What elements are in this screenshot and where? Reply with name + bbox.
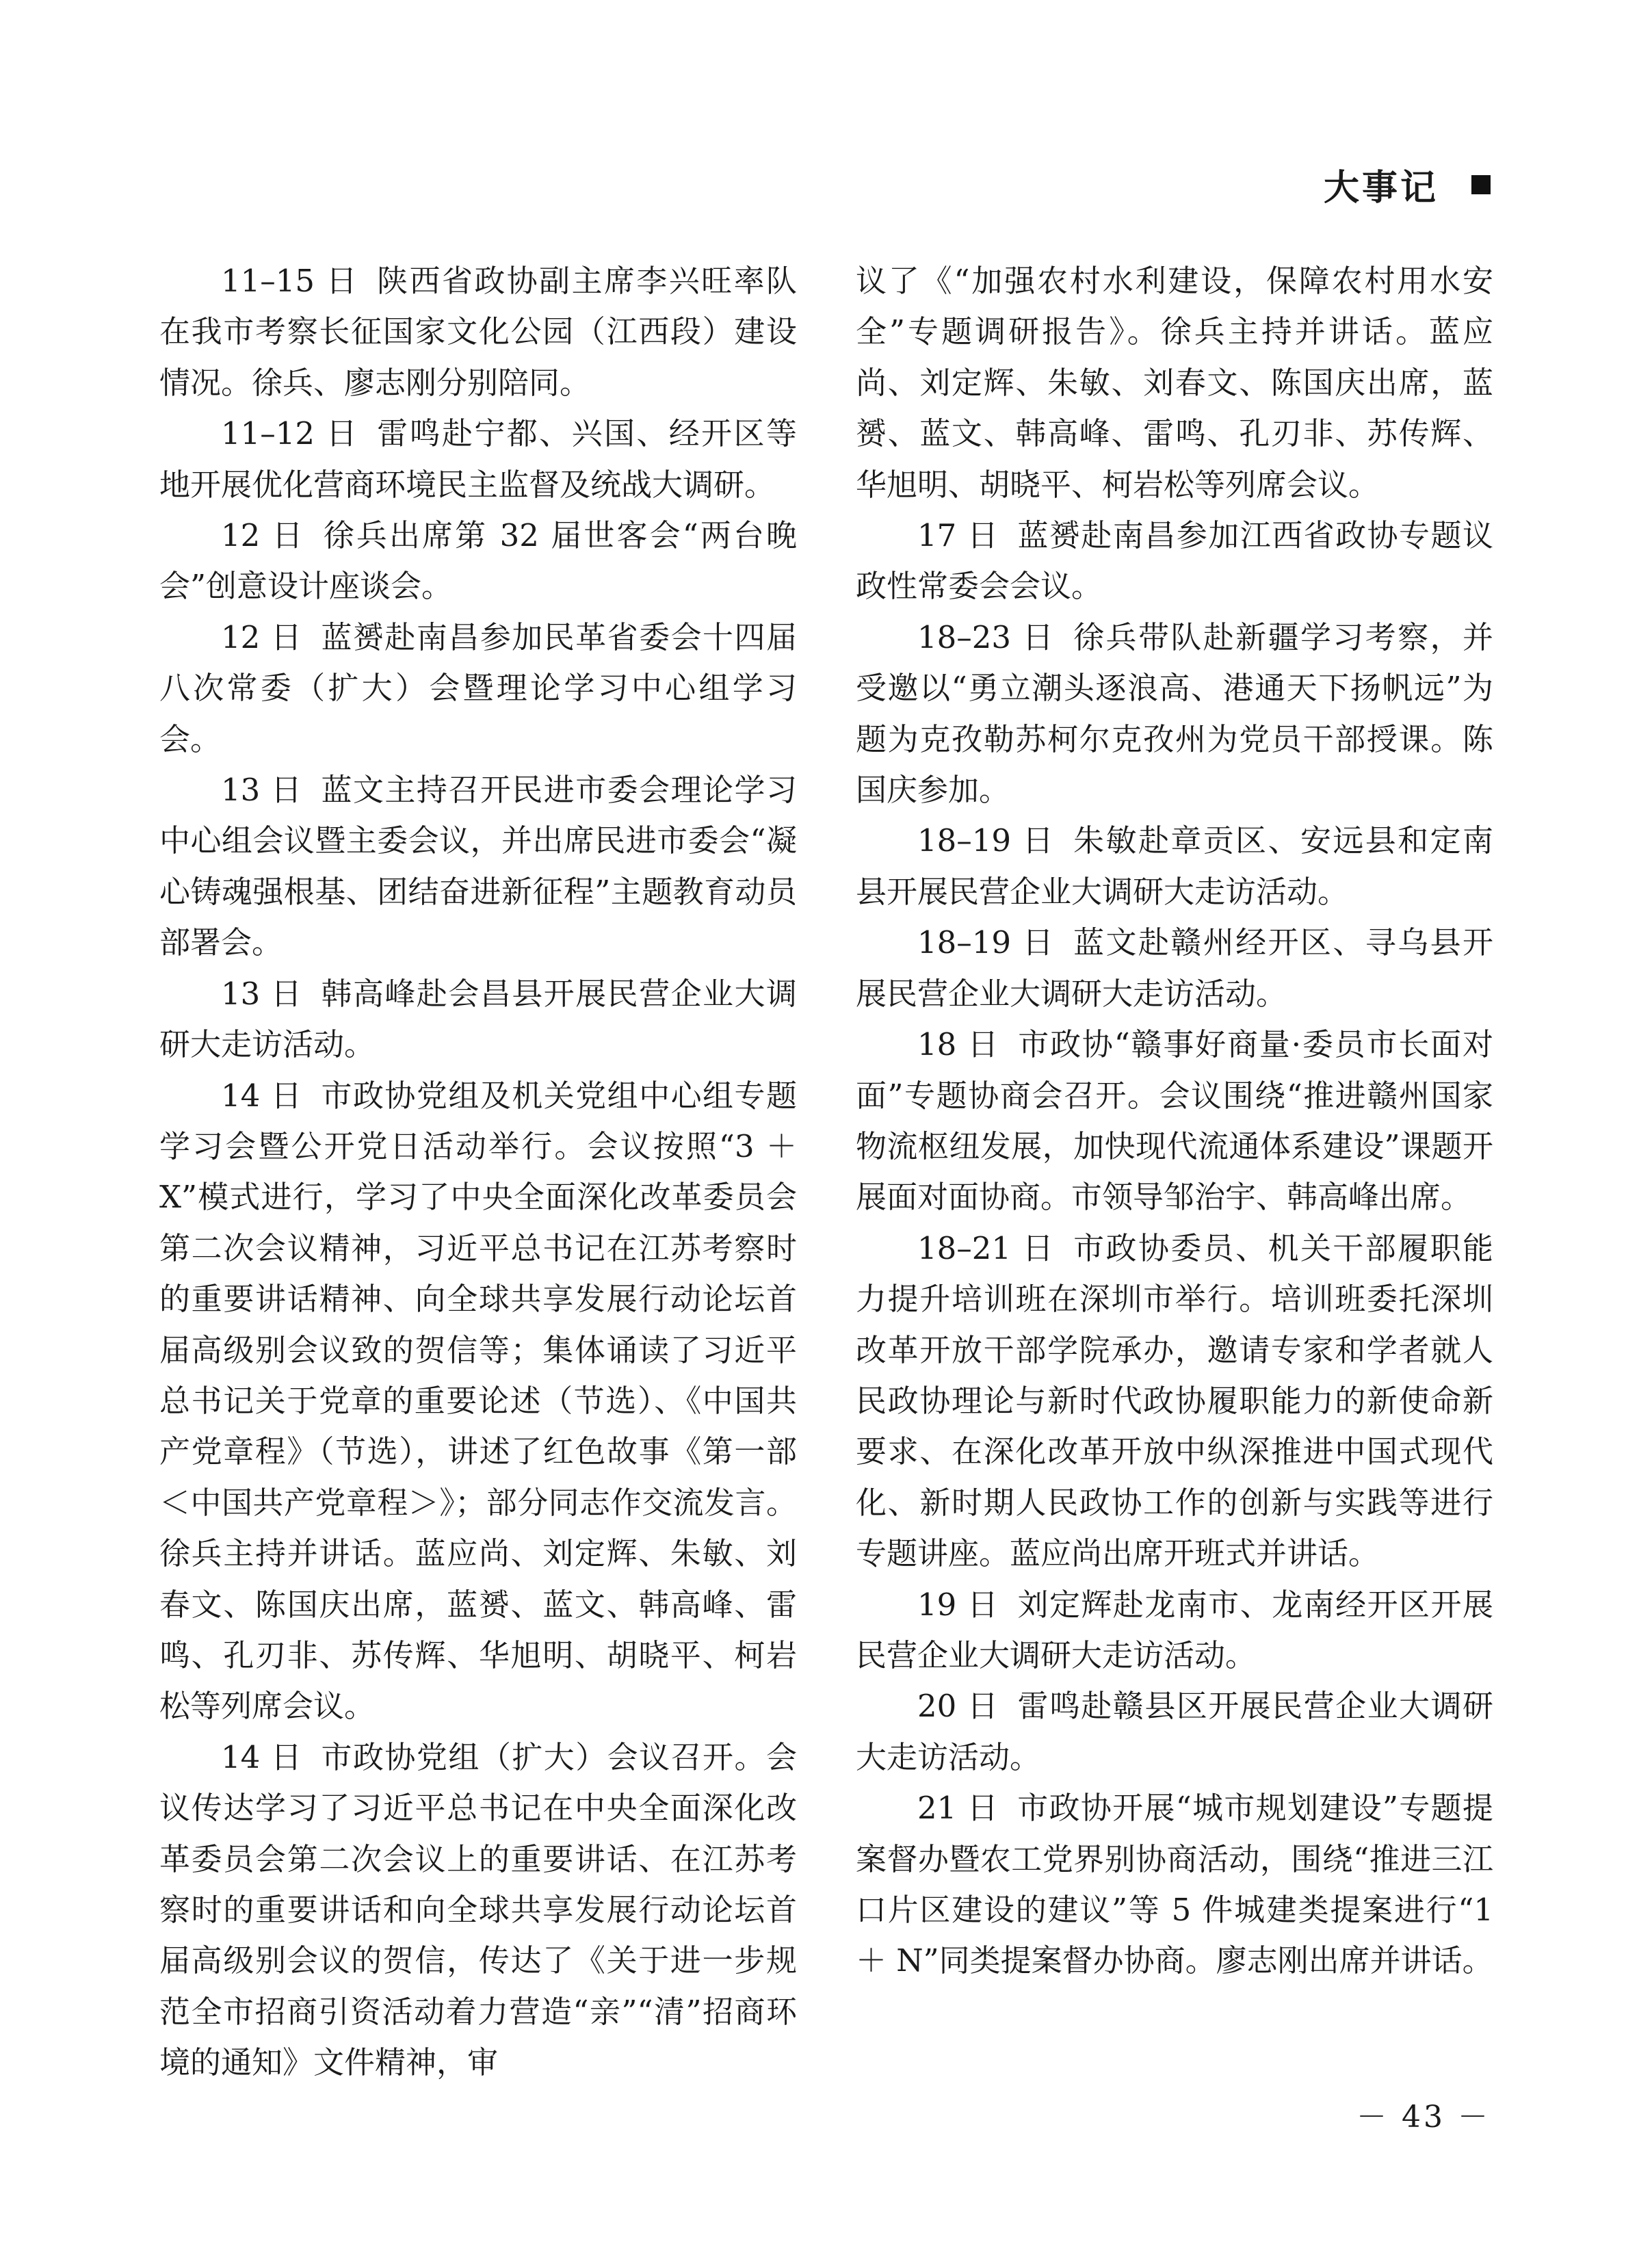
chronicle-entry [856,1580,1493,1682]
chronicle-entry [856,612,1493,816]
entry-date: 18–19 日 [917,822,1056,859]
entry-date: 18–19 日 [917,924,1056,961]
left-column [159,256,797,2089]
entry-text: 市政协党组及机关党组中心组专题学习会暨公开党日活动举行。会议按照“3 ＋ X”模式进行，学习了中央全面深化改革委员会第二次会议精神，习近平总书记在江苏考察时的重要讲话精神、向全球共享发展行动论坛首届高级别会议致的贺信等；集体诵读了习近平总书记关于党章的重要论述（节选）、《中国共产党章程》（节选），讲述了红色故事《第一部＜中国共产党章程＞》；部分同志作交流发言。徐兵主持并讲话。蓝应尚、刘定辉、朱敏、刘春文、陈国庆出席，蓝赟、蓝文、韩高峰、雷鸣、孔刃非、苏传辉、华旭明、胡晓平、柯岩松等列席会议。 [159,1077,797,1725]
entry-date: 18–23 日 [917,618,1056,655]
entry-text: 朱敏赴章贡区、安远县和定南县开展民营企业大调研大走访活动。 [856,822,1493,910]
entry-date: 13 日 [221,772,303,809]
right-column [856,256,1493,1987]
entry-text: 刘定辉赴龙南市、龙南经开区开展民营企业大调研大走访活动。 [856,1586,1493,1673]
chronicle-entry [856,917,1493,1019]
chronicle-entry [159,969,797,1071]
chronicle-entry [856,1223,1493,1580]
entry-date: 13 日 [221,975,303,1012]
chronicle-entry [856,510,1493,612]
chronicle-entry [159,510,797,612]
chronicle-entry [159,1071,797,1732]
entry-text: 蓝文赴赣州经开区、寻乌县开展民营企业大调研大走访活动。 [856,924,1493,1012]
entry-text: 市政协党组（扩大）会议召开。会议传达学习了习近平总书记在中央全面深化改革委员会第二次会议上的重要讲话、在江苏考察时的重要讲话和向全球共享发展行动论坛首届高级别会议的贺信，传达了《关于进一步规范全市招商引资活动着力营造“亲”“清”招商环境的通知》文件精神，审 [159,1738,797,2081]
chronicle-entry [159,1732,797,2089]
entry-date: 20 日 [917,1688,999,1725]
entry-date: 18–21 日 [917,1229,1056,1266]
entry-date: 14 日 [221,1077,303,1114]
page-number: － 43 － [1356,2100,1491,2135]
chronicle-entry [159,256,797,408]
entry-text: 议了《“加强农村水利建设，保障农村用水安全”专题调研报告》。徐兵主持并讲话。蓝应尚、刘定辉、朱敏、刘春文、陈国庆出席，蓝赟、蓝文、韩高峰、雷鸣、孔刃非、苏传辉、华旭明、胡晓平、柯岩松等列席会议。 [856,263,1493,503]
entry-text: 雷鸣赴赣县区开展民营企业大调研大走访活动。 [856,1688,1493,1775]
chronicle-entry [856,1783,1493,1987]
entry-text: 市政协“赣事好商量·委员市长面对面”专题协商会召开。会议围绕“推进赣州国家物流枢纽发展，加快现代流通体系建设”课题开展面对面协商。市领导邹治宇、韩高峰出席。 [856,1026,1493,1216]
chronicle-entry [159,612,797,765]
entry-date: 14 日 [221,1738,303,1775]
entry-text: 蓝赟赴南昌参加江西省政协专题议政性常委会会议。 [856,517,1493,605]
chronicle-entry [856,1019,1493,1223]
entry-date: 18 日 [917,1026,1000,1063]
square-bullet-icon [1471,175,1491,194]
entry-date: 17 日 [917,517,999,554]
entry-text: 陕西省政协副主席李兴旺率队在我市考察长征国家文化公园（江西段）建设情况。徐兵、廖志刚分别陪同。 [159,263,797,401]
entry-text: 市政协开展“城市规划建设”专题提案督办暨农工党界别协商活动，围绕“推进三江口片区建设的建议”等 5 件城建类提案进行“1 ＋ N”同类提案督办协商。廖志刚出席并讲话。 [856,1790,1493,1979]
chronicle-entry [856,1681,1493,1783]
chronicle-entry [856,816,1493,917]
entry-date: 12 日 [221,618,303,655]
entry-date: 11–15 日 [221,263,359,299]
entry-text: 韩高峰赴会昌县开展民营企业大调研大走访活动。 [159,975,797,1063]
page-header [1324,159,1491,210]
section-title: 大事记 [1323,167,1439,209]
chronicle-entry [159,408,797,510]
entry-text: 蓝文主持召开民进市委会理论学习中心组会议暨主委会议，并出席民进市委会“凝心铸魂强根基、团结奋进新征程”主题教育动员部署会。 [159,772,797,961]
entry-date: 19 日 [917,1586,999,1623]
chronicle-entry [159,765,797,969]
entry-text: 蓝赟赴南昌参加民革省委会十四届八次常委（扩大）会暨理论学习中心组学习会。 [159,618,797,757]
entry-text: 徐兵出席第 32 届世客会“两台晚会”创意设计座谈会。 [159,517,797,605]
entry-text: 市政协委员、机关干部履职能力提升培训班在深圳市举行。培训班委托深圳改革开放干部学院承办，邀请专家和学者就人民政协理论与新时代政协履职能力的新使命新要求、在深化改革开放中纵深推进中国式现代化、新时期人民政协工作的创新与实践等进行专题讲座。蓝应尚出席开班式并讲话。 [856,1229,1493,1572]
entry-date: 21 日 [917,1790,999,1827]
entry-text: 徐兵带队赴新疆学习考察，并受邀以“勇立潮头逐浪高、港通天下扬帆远”为题为克孜勒苏柯尔克孜州为党员干部授课。陈国庆参加。 [856,618,1493,809]
entry-date: 11–12 日 [221,415,359,452]
entry-text: 雷鸣赴宁都、兴国、经开区等地开展优化营商环境民主监督及统战大调研。 [159,415,797,503]
chronicle-entry [856,256,1493,510]
entry-date: 12 日 [221,517,305,554]
